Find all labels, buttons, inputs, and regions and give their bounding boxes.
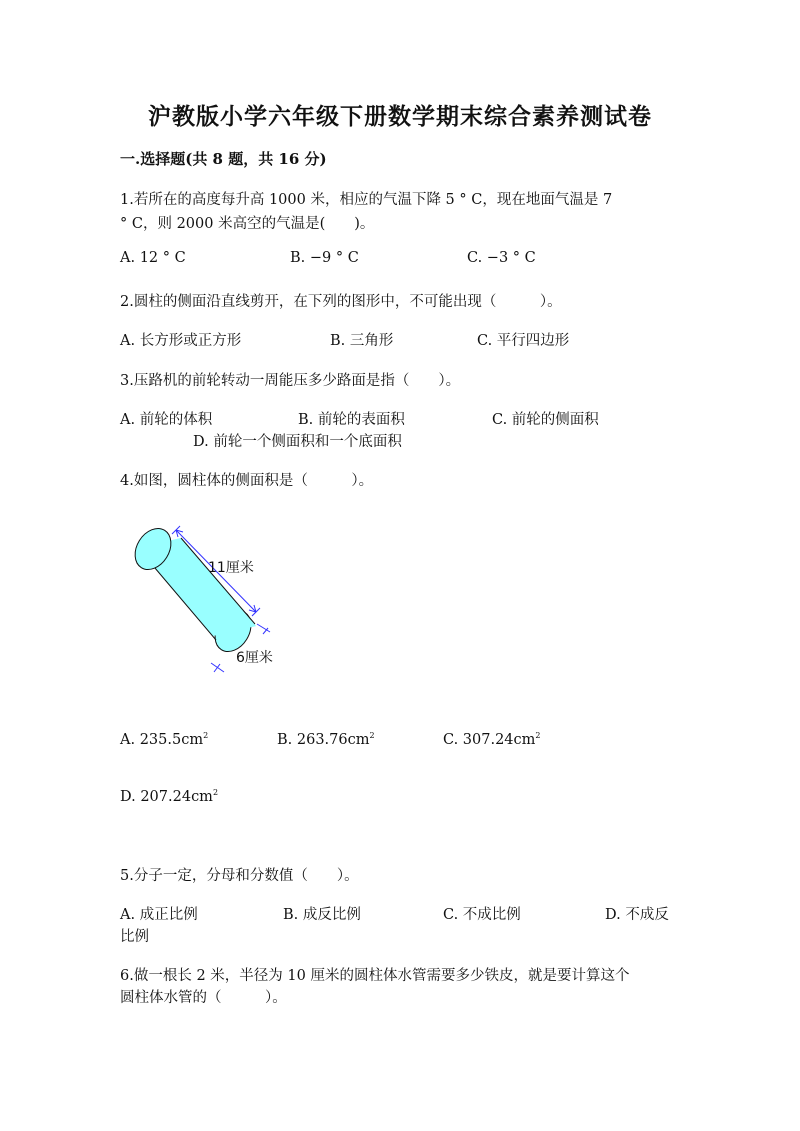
unit-superscript: 2 [369,731,375,740]
diameter-label: 6厘米 [236,650,273,666]
question-5-option-a: A. 成正比例 [120,907,198,923]
option-b-value: B. 263.76cm [277,731,370,748]
question-3-option-b: B. 前轮的表面积 [298,412,405,428]
question-1-option-b: B. −9 ° C [290,250,359,266]
question-4-option-d [120,788,218,805]
length-label: 11厘米 [208,560,254,576]
question-3-option-d: D. 前轮一个侧面积和一个底面积 [193,434,402,450]
question-4-option-b [277,731,375,748]
unit-superscript: 2 [212,788,219,797]
question-4-text: 4.如图，圆柱体的侧面积是（ ）。 [120,473,374,489]
unit-superscript: 2 [535,731,541,740]
question-1-line-2: ° C，则 2000 米高空的气温是( )。 [120,216,375,232]
question-6-line-2: 圆柱体水管的（ ）。 [120,990,287,1006]
question-4-option-a [120,731,208,748]
question-2-option-c: C. 平行四边形 [477,333,570,349]
question-5-option-d-continued: 比例 [120,929,149,945]
question-1-line-1: 1.若所在的高度每升高 1000 米，相应的气温下降 5 ° C，现在地面气温是 7 [120,192,613,208]
question-2-option-a: A. 长方形或正方形 [120,333,242,349]
section-heading: 一.选择题(共 8 题，共 16 分) [120,150,327,168]
question-5-text: 5.分子一定，分母和分数值（ ）。 [120,868,359,884]
page-title: 沪教版小学六年级下册数学期末综合素养测试卷 [148,103,652,130]
question-1-option-a: A. 12 ° C [120,250,186,266]
question-5-option-b: B. 成反比例 [283,907,361,923]
question-5-option-d: D. 不成反 [605,907,669,923]
option-d-value: D. 207.24cm [120,788,213,805]
question-5-option-c: C. 不成比例 [443,907,521,923]
option-a-value: A. 235.5cm [120,731,204,748]
question-3-option-a: A. 前轮的体积 [120,412,213,428]
question-1-option-c: C. −3 ° C [467,250,536,266]
question-6-line-1: 6.做一根长 2 米，半径为 10 厘米的圆柱体水管需要多少铁皮，就是要计算这个 [120,968,630,984]
question-3-option-c: C. 前轮的侧面积 [492,412,599,428]
option-c-value: C. 307.24cm [443,731,536,748]
question-3-text: 3.压路机的前轮转动一周能压多少路面是指（ ）。 [120,373,461,389]
question-4-option-c [443,731,541,748]
question-2-option-b: B. 三角形 [330,333,394,349]
unit-superscript: 2 [203,731,209,740]
cylinder-figure [120,520,320,690]
question-2-text: 2.圆柱的侧面沿直线剪开，在下列的图形中，不可能出现（ ）。 [120,294,562,310]
